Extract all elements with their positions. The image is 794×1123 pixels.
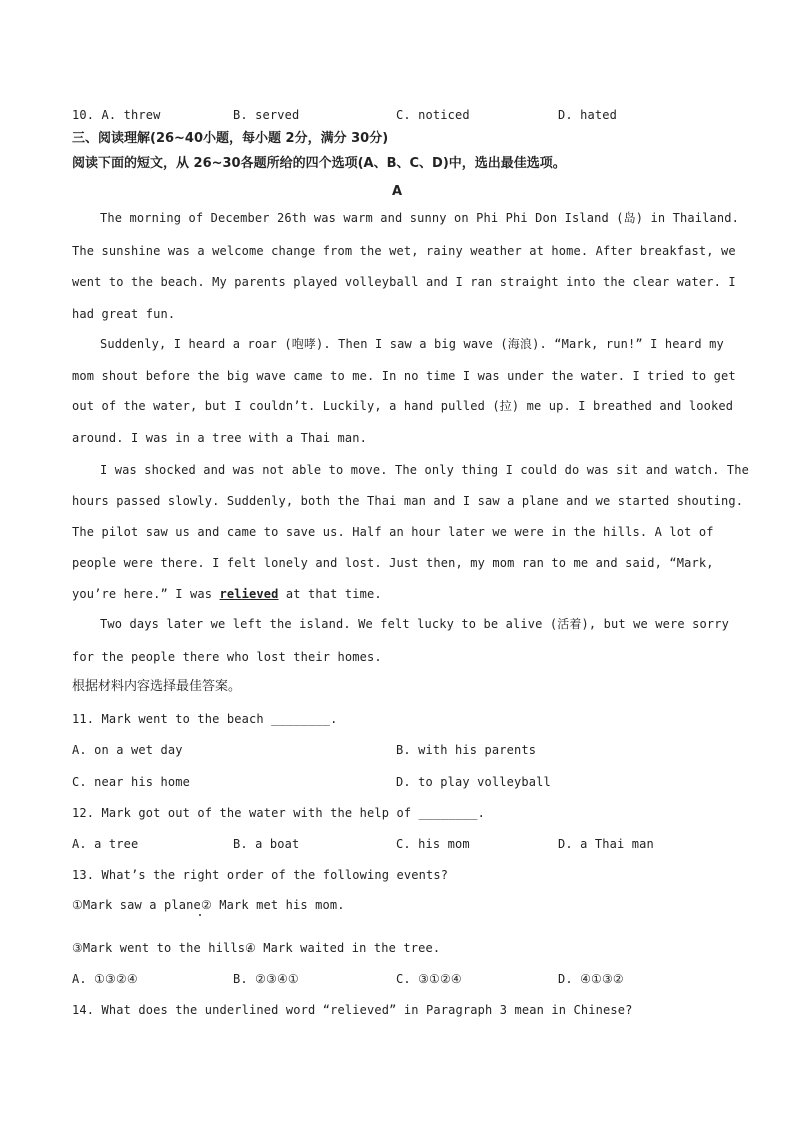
- q12-option-b: B. a boat: [233, 837, 300, 851]
- passage-line: The morning of December 26th was warm and sunny on Phi Phi Don Island (岛) in Thailand.: [100, 211, 739, 225]
- q10-option-d: D. hated: [558, 108, 617, 122]
- q13-event-3: ③Mark went to the hills.: [72, 941, 253, 955]
- emphasis-dot: [199, 914, 201, 916]
- q12-option-a: A. a tree: [72, 837, 139, 851]
- q13-option-a: A. ①③②④: [72, 972, 138, 986]
- section-instruction: 阅读下面的短文，从 26~30各题所给的四个选项(A、B、C、D)中，选出最佳选项。: [72, 156, 566, 171]
- passage-line: I was shocked and was not able to move. The only thing I could do was sit and watch. The: [100, 463, 749, 477]
- q11-option-d: D. to play volleyball: [396, 775, 551, 789]
- q12-option-d: D. a Thai man: [558, 837, 654, 851]
- passage-line: you’re here.” I was relieved at that time.: [72, 587, 382, 601]
- passage-line: out of the water, but I couldn’t. Luckily, a hand pulled (拉) me up. I breathed and looked: [72, 399, 734, 413]
- q13-event-1: ①Mark saw a plane: [72, 898, 201, 912]
- q12-stem: 12. Mark got out of the water with the help of ________.: [72, 806, 485, 820]
- q10-option-c: C. noticed: [396, 108, 470, 122]
- q11-stem: 11. Mark went to the beach ________.: [72, 712, 338, 726]
- section-heading: 三、阅读理解(26~40小题，每小题 2分，满分 30分): [72, 131, 389, 146]
- passage-line: mom shout before the big wave came to me. In no time I was under the water. I tried to get: [72, 369, 736, 383]
- underlined-word: relieved: [219, 587, 279, 601]
- q13-event-4: ④ Mark waited in the tree.: [245, 941, 441, 955]
- q12-option-c: C. his mom: [396, 837, 470, 851]
- q13-stem: 13. What’s the right order of the following events?: [72, 868, 449, 882]
- q10-option-b: B. served: [233, 108, 300, 122]
- q11-option-b: B. with his parents: [396, 743, 537, 757]
- passage-line: The sunshine was a welcome change from the wet, rainy weather at home. After breakfast, we: [72, 244, 736, 258]
- passage-line: had great fun.: [72, 307, 176, 321]
- passage-line: around. I was in a tree with a Thai man.: [72, 431, 367, 445]
- passage-line: for the people there who lost their homes.: [72, 650, 382, 664]
- q13-option-c: C. ③①②④: [396, 972, 462, 986]
- q13-option-d: D. ④①③②: [558, 972, 624, 986]
- passage-line: The pilot saw us and came to save us. Half an hour later we were in the hills. A lot of: [72, 525, 714, 539]
- passage-line: Suddenly, I heard a roar (咆哮). Then I saw a big wave (海浪). “Mark, run!” I heard my: [100, 337, 724, 351]
- passage-line: went to the beach. My parents played volleyball and I ran straight into the clear water. I: [72, 275, 736, 289]
- passage-label: A: [392, 184, 403, 199]
- q10-option-a: 10. A. threw: [72, 108, 161, 122]
- passage-line: hours passed slowly. Suddenly, both the Thai man and I saw a plane and we started shouting.: [72, 494, 744, 508]
- passage-line: Two days later we left the island. We felt lucky to be alive (活着), but we were sorry: [100, 617, 730, 631]
- q14-stem: 14. What does the underlined word “relieved” in Paragraph 3 mean in Chinese?: [72, 1003, 633, 1017]
- task-instruction: 根据材料内容选择最佳答案。: [72, 679, 242, 694]
- q13-option-b: B. ②③④①: [233, 972, 299, 986]
- passage-line: people were there. I felt lonely and lost. Just then, my mom ran to me and said, “Mark,: [72, 556, 714, 570]
- q13-event-2: ② Mark met his mom.: [201, 898, 345, 912]
- q11-option-c: C. near his home: [72, 775, 190, 789]
- q11-option-a: A. on a wet day: [72, 743, 183, 757]
